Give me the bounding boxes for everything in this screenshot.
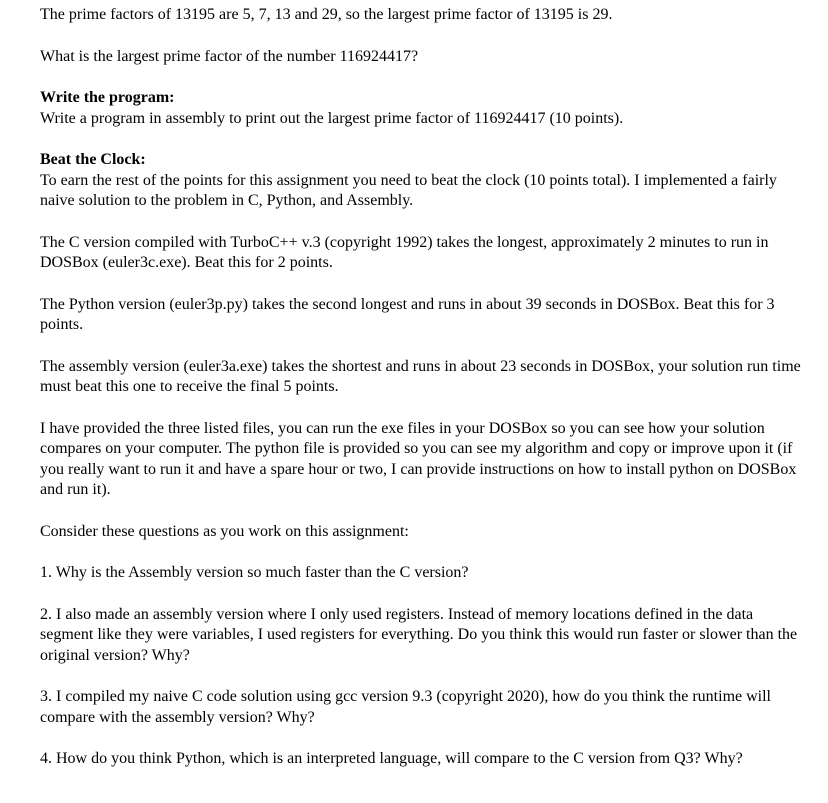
beat-clock-section (40, 150, 810, 212)
write-program-body: Write a program in assembly to print out the largest prime factor of 116924417 (10 points). (40, 109, 624, 127)
beat-clock-heading: Beat the Clock: (40, 151, 146, 168)
question-4: 4. How do you think Python, which is an interpreted language, will compare to the C version from Q3? Why? (40, 750, 743, 767)
python-version-paragraph: The Python version (euler3p.py) takes the second longest and runs in about 39 seconds in DOSBox. Beat this for 3 points. (40, 295, 775, 333)
consider-paragraph: Consider these questions as you work on this assignment: (40, 522, 409, 540)
beat-clock-body: To earn the rest of the points for this assignment you need to beat the clock (10 points total). I implemented a fairly naive solution to the problem in C, Python, and Assembly. (40, 171, 777, 209)
assignment-document (40, 5, 810, 791)
question-1: 1. Why is the Assembly version so much faster than the C version? (40, 564, 469, 581)
question-paragraph: What is the largest prime factor of the number 116924417? (40, 47, 419, 65)
assembly-version-paragraph: The assembly version (euler3a.exe) takes the shortest and runs in about 23 seconds in DOSBox, your solution run time must beat this one to receive the final 5 points. (40, 357, 801, 395)
write-program-section (40, 88, 810, 129)
c-version-paragraph: The C version compiled with TurboC++ v.3 (copyright 1992) takes the longest, approximately 2 minutes to run in DOSBox (euler3c.exe). Beat this for 2 points. (40, 233, 769, 271)
write-program-heading: Write the program: (40, 89, 175, 106)
provided-files-paragraph: I have provided the three listed files, you can run the exe files in your DOSBox so you can see how your solution compares on your computer. The python file is provided so you can see my algorithm and copy or improve upon it (if you really want to run it and have a spare hour or two, I can provide instructions on how to install python on DOSBox and run it). (40, 419, 797, 498)
intro-paragraph: The prime factors of 13195 are 5, 7, 13 and 29, so the largest prime factor of 13195 is 29. (40, 6, 613, 23)
question-3: 3. I compiled my naive C code solution using gcc version 9.3 (copyright 2020), how do you think the runtime will compare with the assembly version? Why? (40, 688, 771, 726)
question-2: 2. I also made an assembly version where I only used registers. Instead of memory locations defined in the data segment like they were variables, I used registers for everything. Do you think this would run faster or slower than the original version? Why? (40, 605, 798, 664)
